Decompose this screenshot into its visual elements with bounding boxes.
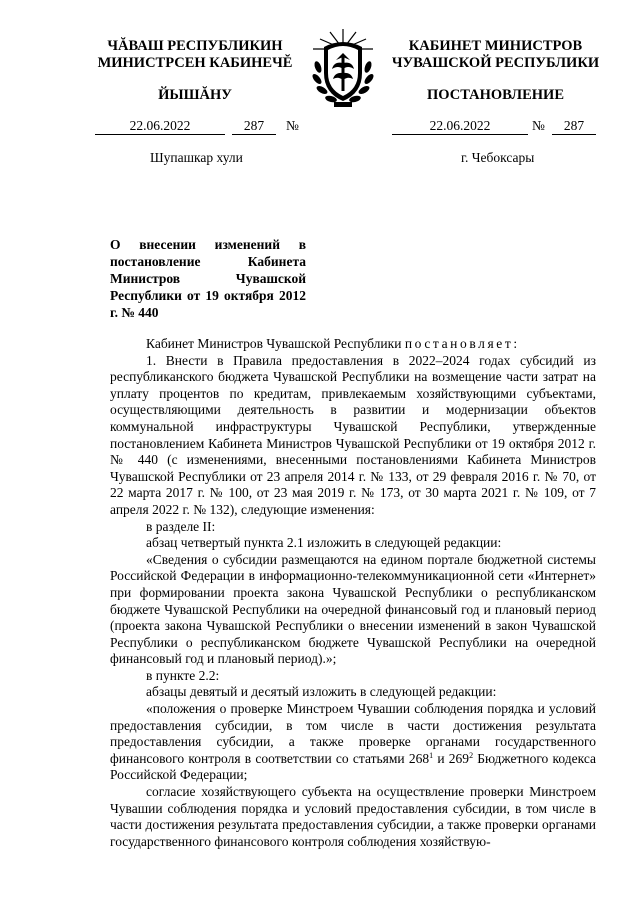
decree-date-left: 22.06.2022 <box>95 118 225 135</box>
decree-date-right: 22.06.2022 <box>392 118 528 135</box>
header-left-line2: МИНИСТРСЕН КАБИНЕЧĔ <box>97 55 293 71</box>
document-body <box>110 336 596 850</box>
city-left: Шупашкар хули <box>150 150 243 165</box>
paragraph-5: в пункте 2.2: <box>146 667 220 683</box>
intro-verb: постановляет: <box>404 336 520 351</box>
paragraph-4: «Сведения о субсидии размещаются на едином портале бюджетной системы Российской Федерации в информационно-телекоммуникационной сети «Интернет» при формировании проекта закона Чувашской Республики о республиканском бюджете Чувашской Республики на очередной финансовый год и плановый период (проекта закона Чувашской Республики о внесении изменений в закон Чувашской Республики о республиканском бюджете Чувашской Республики на очередной финансовый год и плановый период).»; <box>110 551 596 667</box>
paragraph-3: абзац четвертый пункта 2.1 изложить в следующей редакции: <box>146 535 502 551</box>
decree-kind-left: ЙЫШĂНУ <box>158 87 232 103</box>
paragraph-7-part-c: Бюджетного кодекса Российской Федерации; <box>110 750 596 783</box>
decree-number-left: 287 <box>232 118 276 135</box>
chuvash-coat-of-arms-icon <box>298 27 388 109</box>
header-right-line2: ЧУВАШСКОЙ РЕСПУБЛИКИ <box>391 55 600 71</box>
city-right: г. Чебоксары <box>461 150 535 165</box>
decree-number-right: 287 <box>552 118 596 135</box>
header-left <box>85 38 305 72</box>
header-right <box>383 38 608 72</box>
header-right-line1: КАБИНЕТ МИНИСТРОВ <box>408 38 583 54</box>
decree-kind-right: ПОСТАНОВЛЕНИЕ <box>426 87 564 103</box>
header-left-line1: ЧĂВАШ РЕСПУБЛИКИН <box>107 38 283 54</box>
decree-no-sign-right: № <box>532 118 545 133</box>
article-superscript-1: 1 <box>429 750 434 760</box>
intro-paragraph <box>110 336 596 353</box>
paragraph-7 <box>110 701 596 784</box>
paragraph-8: согласие хозяйствующего субъекта на осуществление проверки Минстроем Чувашии соблюдения порядка и условий предоставления субсидии, в том числе в части достижения результата предоставления субсидии, а также проверки органами государственного финансового контроля соблюдения хозяйствую- <box>110 784 596 849</box>
document-title: О внесении изменений в постановление Кабинета Министров Чувашской Республики от 19 октября 2012 г. № 440 <box>110 237 306 320</box>
paragraph-6: абзацы девятый и десятый изложить в следующей редакции: <box>146 684 497 700</box>
decree-no-sign-left: № <box>286 118 299 133</box>
article-superscript-2: 2 <box>469 750 474 760</box>
paragraph-2: в разделе II: <box>146 518 216 534</box>
paragraph-7-part-a: «положения о проверке Минстроем Чувашии соблюдения порядка и условий предоставления субсидии, в том числе в части достижения результата предоставления субсидии, а также проверке органами государственного финансового контроля в соответствии со статьями 268 <box>110 701 596 766</box>
paragraph-1: 1. Внести в Правила предоставления в 2022–2024 годах субсидий из республиканского бюджета Чувашской Республики на возмещение части затрат на уплату процентов по кредитам, привлекаемым хозяйствующими субъектами, осуществляющими деятельность в развитии и модернизации объектов коммунальной инфраструктуры Чувашской Республики, утвержденные постановлением Кабинета Министров Чувашской Республики от 19 октября 2012 г. № 440 (с изменениями, внесенными постановлениями Кабинета Министров Чувашской Республики от 23 апреля 2014 г. № 133, от 29 февраля 2016 г. № 70, от 22 марта 2017 г. № 100, от 23 мая 2019 г. № 173, от 30 марта 2021 г. № 109, от 7 апреля 2022 г. № 132), следующие изменения: <box>110 352 596 517</box>
intro-subject: Кабинет Министров Чувашской Республики <box>146 336 402 351</box>
paragraph-7-part-b: и 269 <box>433 750 470 766</box>
